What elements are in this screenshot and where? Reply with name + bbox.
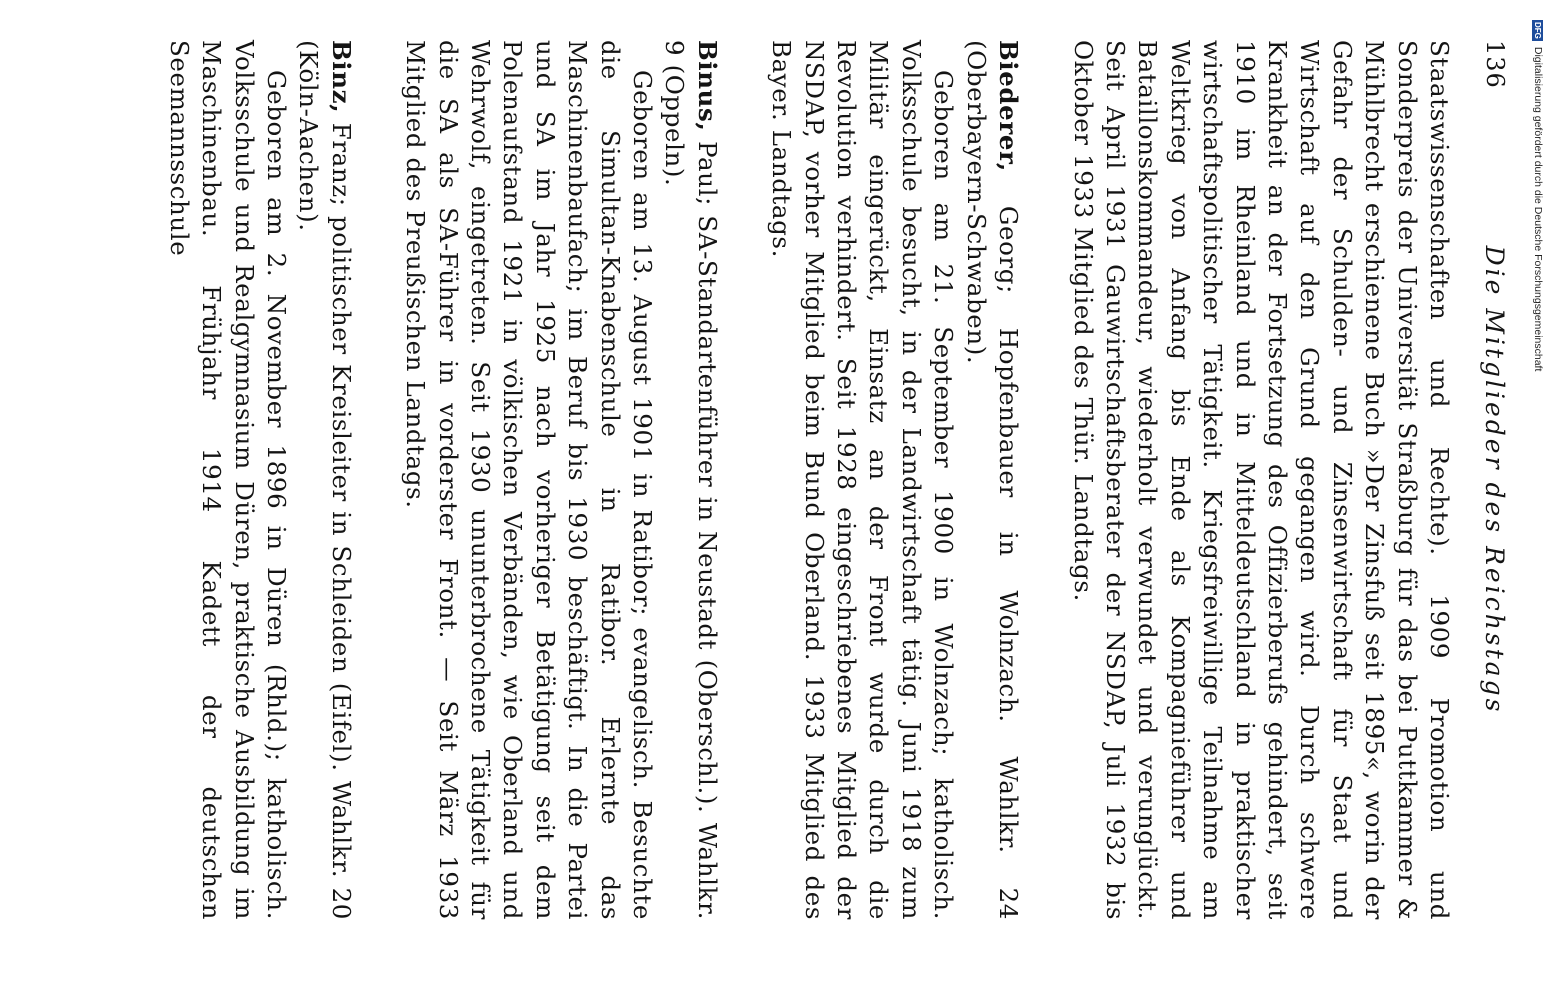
entry-heading — [959, 40, 1024, 920]
dfg-logo: DFG — [1533, 22, 1543, 39]
entry-biederer — [765, 40, 1024, 920]
credit-strip — [1530, 20, 1546, 760]
entry-biography: Geboren am 21. September 1900 in Wolnzach; katholisch. Volksschule besucht, in der Landwirtschaft tätig. Juni 1918 zum Militär eingerückt, Einsatz an der Front wurde durch die Revolution verhindert. Seit 1928 eingeschriebenes Mitglied der NSDAP, vorher Mitglied beim Bund Oberland. 1933 Mitglied des Bayer. Landtags. — [767, 40, 959, 920]
page-body — [162, 40, 1455, 920]
credit-text: Digitalisierung gefördert durch die Deutsche Forschungsgemeinschaft — [1532, 46, 1544, 372]
entry-heading-text: Franz; politischer Kreisleiter in Schleiden (Eifel). Wahlkr. 20 (Köln-Aachen). — [294, 40, 356, 920]
continuation-paragraph: Staatswissenschaften und Rechte). 1909 Promotion und Sonderpreis der Universität Straßburg für das bei Puttkammer & Mühlbrecht erschienene Buch »Der Zinsfuß seit 1895«, worin der Gefahr der Schulden- und Zinsenwirtschaft für Staat und Wirtschaft auf den Grund gegangen wird. Durch schwere Krankheit an der Fortsetzung des Offizierberufs gehindert, seit 1910 im Rheinland und in Mitteldeutschland in praktischer wirtschaftspolitischer Tätigkeit. Kriegsfreiwillige Teilnahme am Weltkrieg von Anfang bis Ende als Kompagnieführer und Bataillonskommandeur, wiederholt verwundet und verunglückt. Seit April 1931 Gauwirtschaftsberater der NSDAP, Juli 1932 bis Oktober 1933 Mitglied des Thür. Landtags. — [1068, 40, 1454, 920]
rotated-page-content — [35, 40, 1515, 920]
entry-heading — [658, 40, 723, 920]
entry-biography: Geboren am 13. August 1901 in Ratibor; evangelisch. Besuchte die Simultan-Knabenschule in Ratibor. Erlernte das Maschinenbaufach; im Beruf bis 1930 beschäftigt. In die Partei und SA im Jahr 1925 nach vorheriger Betätigung seit dem Polenaufstand 1921 in völkischen Verbänden, wie Oberland und Wehrwolf, eingetreten. Seit 1930 ununterbrochene Tätigkeit für die SA als SA-Führer in vorderster Front. — Seit März 1933 Mitglied des Preußischen Landtags. — [401, 40, 658, 920]
entry-name: Biederer, — [994, 40, 1024, 172]
page-header — [1475, 40, 1515, 920]
entry-name: Binus, — [692, 40, 722, 132]
entry-binz — [162, 40, 356, 920]
entry-heading-text: Georg; Hopfenbauer in Wolnzach. Wahlkr. 24 (Oberbayern-Schwaben). — [961, 40, 1024, 920]
digitization-credit — [1524, 10, 1552, 990]
page-number: 136 — [1481, 40, 1509, 89]
entry-heading-text: Paul; SA-Standartenführer in Neustadt (Oberschl.). Wahlkr. 9 (Oppeln). — [660, 40, 722, 921]
running-title: Die Mitglieder des Reichstags — [1480, 245, 1510, 715]
entry-name: Binz, — [326, 40, 356, 114]
entry-heading — [292, 40, 357, 920]
entry-binus — [399, 40, 723, 920]
entry-biography: Geboren am 2. November 1896 in Düren (Rhld.); katholisch. Volksschule und Realgymnasium Düren, praktische Ausbildung im Maschinenbau. Frühjahr 1914 Kadett der deutschen Seemannsschule — [164, 40, 291, 920]
